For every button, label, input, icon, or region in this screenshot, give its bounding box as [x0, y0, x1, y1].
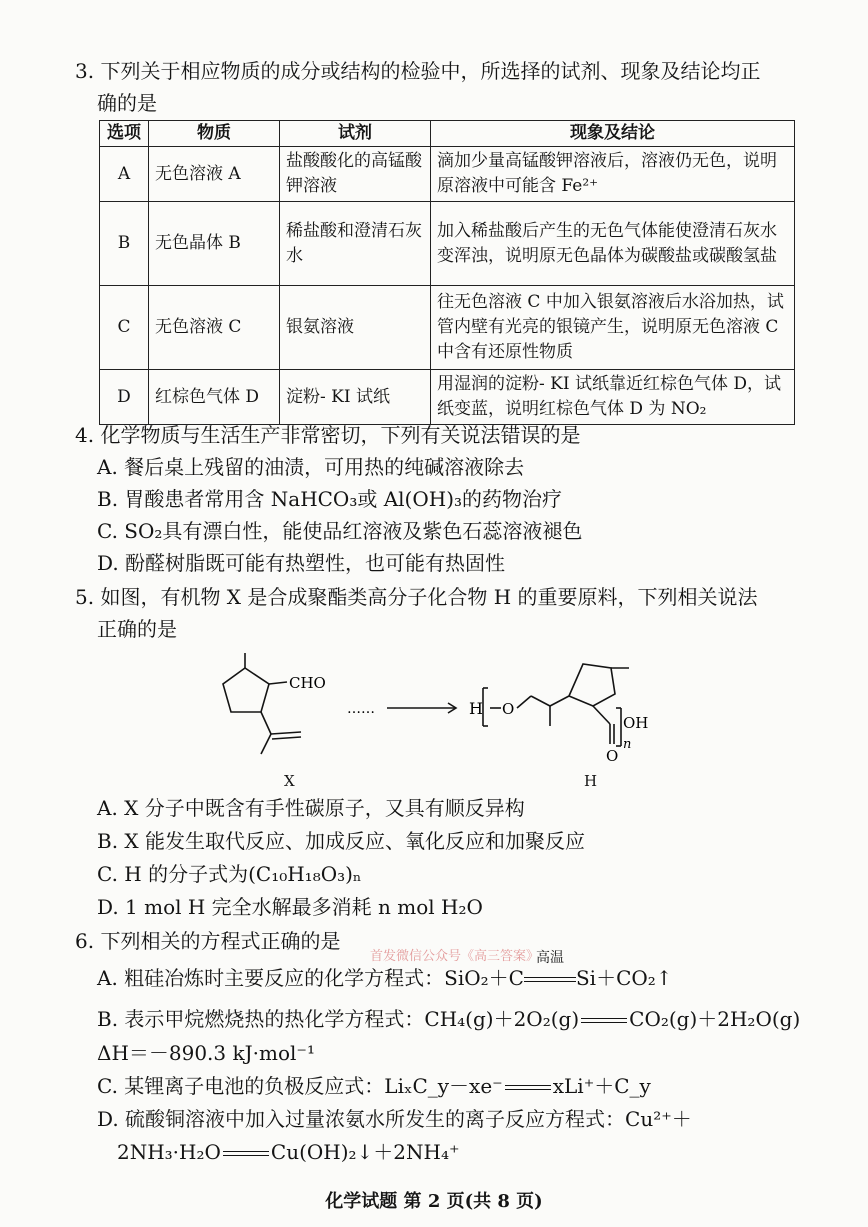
x-vinyl-double — [272, 737, 301, 739]
row-a-option: A — [100, 147, 149, 202]
equals-bar — [505, 1085, 551, 1090]
table-header-row — [100, 121, 795, 147]
h-label: H — [584, 772, 598, 790]
q4-option-a: A. 餐后桌上残留的油渍，可用热的纯碱溶液除去 — [97, 455, 525, 479]
row-a-substance: 无色溶液 A — [149, 147, 280, 202]
row-d-reagent: 淀粉- KI 试纸 — [280, 370, 431, 425]
q6-option-b — [97, 1006, 800, 1032]
table-row — [100, 370, 795, 425]
q3-table — [99, 120, 795, 425]
h-o-label: O — [502, 700, 515, 718]
q4-option-d: D. 酚醛树脂既可能有热塑性，也可能有热固性 — [97, 551, 506, 575]
condition-label: 高温 — [535, 950, 564, 966]
page-footer: 化学试题 第 2 页(共 8 页) — [325, 1191, 543, 1212]
q6-option-b-line2: ΔH＝－890.3 kJ·mol⁻¹ — [97, 1041, 315, 1065]
q6-option-c — [97, 1073, 651, 1099]
table-row — [100, 147, 795, 202]
q6-d-right: Cu(OH)₂↓＋2NH₄⁺ — [270, 1140, 460, 1164]
q6-option-d-line2 — [117, 1139, 460, 1165]
h-h-label: H — [469, 699, 483, 718]
row-b-substance: 无色晶体 B — [149, 202, 280, 286]
q6-stem: 6. 下列相关的方程式正确的是 — [75, 929, 341, 953]
q6-b-left: B. 表示甲烷燃烧热的热化学方程式：CH₄(g)＋2O₂(g) — [97, 1007, 580, 1031]
equals-bar — [581, 1018, 627, 1023]
q4-option-b: B. 胃酸患者常用含 NaHCO₃或 Al(OH)₃的药物治疗 — [97, 487, 563, 511]
header-substance: 物质 — [149, 121, 280, 147]
equals-bar — [223, 1151, 269, 1156]
row-a-result: 滴加少量高锰酸钾溶液后，溶液仍无色，说明原溶液中可能含 Fe²⁺ — [431, 147, 795, 202]
table-row — [100, 202, 795, 286]
q5-option-c: C. H 的分子式为(C₁₀H₁₈O₃)ₙ — [97, 862, 362, 886]
table-row — [100, 286, 795, 370]
row-c-option: C — [100, 286, 149, 370]
h-oh-label: OH — [623, 714, 649, 732]
q6-a-left: A. 粗硅冶炼时主要反应的化学方程式：SiO₂＋C — [97, 966, 524, 990]
x-label: X — [284, 772, 295, 790]
q5-option-d: D. 1 mol H 完全水解最多消耗 n mol H₂O — [97, 895, 483, 919]
row-b-result: 加入稀盐酸后产生的无色气体能使澄清石灰水变浑浊，说明原无色晶体为碳酸盐或碳酸氢盐 — [431, 202, 795, 286]
q6-c-left: C. 某锂离子电池的负极反应式：LiₓC_y－xe⁻ — [97, 1074, 503, 1098]
row-c-result: 往无色溶液 C 中加入银氨溶液后水浴加热，试管内壁有光亮的银镜产生，说明原无色溶液 C 中含有还原性物质 — [431, 286, 795, 370]
row-c-substance: 无色溶液 C — [149, 286, 280, 370]
q4-option-c: C. SO₂具有漂白性，能使品红溶液及紫色石蕊溶液褪色 — [97, 519, 583, 543]
q6-c-right: xLi⁺＋C_y — [552, 1074, 651, 1098]
row-c-reagent: 银氨溶液 — [280, 286, 431, 370]
q4-stem: 4. 化学物质与生活生产非常密切，下列有关说法错误的是 — [75, 423, 581, 447]
x-isopropenyl-bond — [261, 712, 271, 734]
q6-d-left: 2NH₃·H₂O — [117, 1140, 221, 1164]
h-n-label: n — [623, 737, 632, 752]
watermark: 首发微信公众号《高三答案》 — [370, 949, 540, 964]
header-reagent: 试剂 — [280, 121, 431, 147]
row-d-substance: 红棕色气体 D — [149, 370, 280, 425]
row-b-option: B — [100, 202, 149, 286]
h-carbonyl-bond — [593, 706, 610, 724]
row-b-reagent: 稀盐酸和澄清石灰水 — [280, 202, 431, 286]
x-vinyl-bond — [271, 732, 301, 734]
q3-stem-line1: 3. 下列关于相应物质的成分或结构的检验中，所选择的试剂、现象及结论均正 — [75, 59, 761, 83]
x-ring — [223, 668, 269, 712]
header-result: 现象及结论 — [431, 121, 795, 147]
x-methyl2-bond — [261, 734, 271, 754]
row-d-result: 用湿润的淀粉- KI 试纸靠近红棕色气体 D，试纸变蓝，说明红棕色气体 D 为 NO₂ — [431, 370, 795, 425]
reaction-condition — [524, 950, 576, 991]
q5-option-a: A. X 分子中既含有手性碳原子，又具有顺反异构 — [97, 796, 525, 820]
x-cho-bond — [269, 682, 287, 684]
q5-option-b: B. X 能发生取代反应、加成反应、氧化反应和加聚反应 — [97, 829, 586, 853]
h-o-ch2-bond — [517, 696, 531, 708]
q5-stem-line2: 正确的是 — [97, 617, 177, 641]
h-ring — [569, 664, 615, 706]
q5-structure-diagram — [205, 648, 725, 798]
q5-stem-line1: 5. 如图，有机物 X 是合成聚酯类高分子化合物 H 的重要原料，下列相关说法 — [75, 585, 758, 609]
q3-stem-line2: 确的是 — [97, 91, 157, 115]
h-ch2-ch-bond — [531, 696, 550, 706]
row-d-option: D — [100, 370, 149, 425]
h-carbonyl-o-label: O — [606, 747, 619, 765]
q6-a-right: Si＋CO₂↑ — [575, 966, 673, 990]
q6-b-right: CO₂(g)＋2H₂O(g) — [629, 1007, 801, 1031]
arrow-dots: …… — [347, 701, 375, 717]
x-cho-label: CHO — [289, 674, 326, 692]
h-ch-ring-bond — [550, 696, 569, 706]
row-a-reagent: 盐酸酸化的高锰酸钾溶液 — [280, 147, 431, 202]
header-option: 选项 — [100, 121, 149, 147]
q6-option-d: D. 硫酸铜溶液中加入过量浓氨水所发生的离子反应方程式：Cu²⁺＋ — [97, 1107, 692, 1131]
